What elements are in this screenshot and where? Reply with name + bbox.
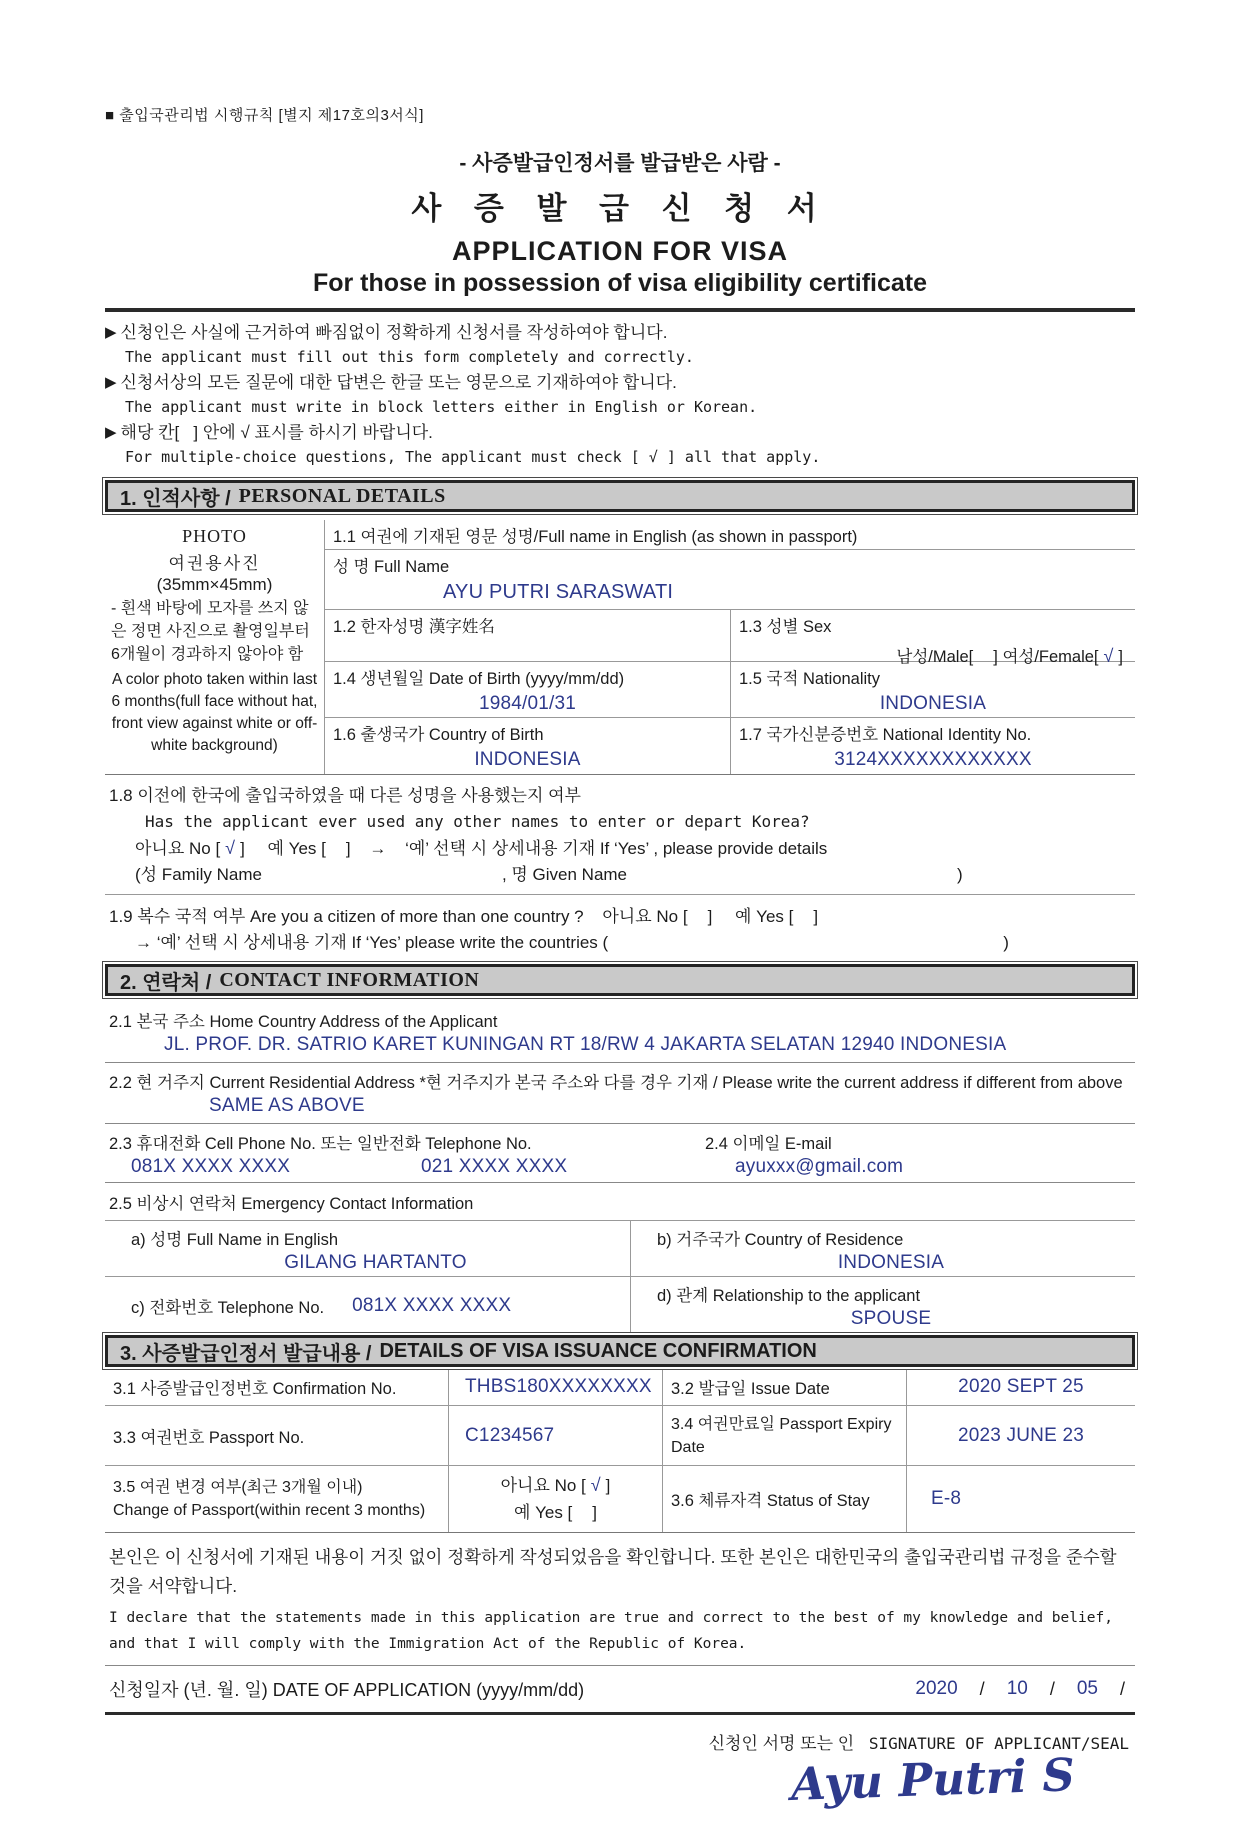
- female-option: 여성/Female[: [1002, 648, 1099, 666]
- field-1-4-value: 1984/01/31: [478, 693, 577, 714]
- doc-reference-text: 출입국관리법 시행규칙 [별지 제17호의3서식]: [119, 107, 424, 124]
- section3-title-korean: 3. 사증발급인정서 발급내용 /: [120, 1342, 372, 1365]
- emergency-phone-value: 081X XXXX XXXX: [352, 1294, 512, 1316]
- field-2-4-label: 2.4 이메일 E-mail: [705, 1135, 832, 1153]
- phone-values: [109, 1156, 705, 1178]
- instruction-korean: 해당 칸[ ] 안에 √ 표시를 하시기 바랍니다.: [120, 423, 433, 442]
- field-1-8-korean: 1.8 이전에 한국에 출입국하였을 때 다른 성명을 사용했는지 여부: [109, 786, 581, 805]
- yes-option: 예 Yes [: [513, 1503, 573, 1522]
- yes-checkbox: [572, 1502, 592, 1522]
- photo-title: PHOTO: [182, 526, 247, 546]
- yes-option-close: ]: [345, 839, 351, 858]
- emergency-country: [630, 1221, 1135, 1277]
- yes-option-close: ]: [592, 1503, 598, 1522]
- field-1-6: [325, 718, 730, 774]
- field-3-2-label-cell: [662, 1369, 906, 1406]
- date-separator: /: [1119, 1678, 1125, 1699]
- triangle-bullet-icon: ▶: [105, 374, 117, 391]
- section1-title-korean: 1. 인적사항 /: [120, 487, 231, 510]
- signature-label-english: SIGNATURE OF APPLICANT/SEAL: [868, 1734, 1129, 1753]
- instruction-english: The applicant must write in block letters either in English or Korean.: [125, 398, 758, 416]
- date-of-application-label: 신청일자 (년. 월. 일) DATE OF APPLICATION (yyyy/mm/dd): [109, 1680, 585, 1700]
- field-3-3-value-cell: [448, 1406, 662, 1466]
- change-passport-yes: [457, 1499, 654, 1526]
- male-option: 남성/Male[: [896, 648, 974, 666]
- status-of-stay-value: E-8: [931, 1488, 962, 1509]
- emergency-country-label: b) 거주국가 Country of Residence: [657, 1231, 904, 1249]
- cell-phone-value: 081X XXXX XXXX: [131, 1156, 291, 1177]
- field-1-9-label: 1.9 복수 국적 여부 Are you a citizen of more than one country ?: [109, 907, 584, 926]
- section2-header: [105, 964, 1135, 996]
- signature-label: [105, 1729, 1135, 1754]
- field-2-3-2-4-row: [105, 1124, 1135, 1183]
- change-passport-no: [457, 1472, 654, 1499]
- section2-title-korean: 2. 연락처 /: [120, 971, 212, 994]
- field-1-2: [325, 610, 730, 662]
- telephone-value: 021 XXXX XXXX: [421, 1156, 568, 1177]
- field-3-6-label: 3.6 체류자격 Status of Stay: [671, 1492, 870, 1510]
- emergency-name-value: GILANG HARTANTO: [284, 1252, 467, 1273]
- field-full-name: [325, 550, 1135, 610]
- no-option-close: ]: [240, 839, 245, 858]
- signature-label-korean: 신청인 서명 또는 인: [708, 1734, 855, 1753]
- declaration-english: I declare that the statements made in this application are true and correct to the best of my knowledge and belief, and that I will comply with the Immigration Act of the Republic of Korea.: [109, 1610, 1113, 1652]
- no-option-close: ]: [605, 1476, 611, 1495]
- field-3-1-value-cell: [448, 1369, 662, 1406]
- field-2-3: [105, 1124, 705, 1182]
- photo-note-korean: - 흰색 바탕에 모자를 쓰지 않은 정면 사진으로 촬영일부터 6개월이 경과하지 않아야 함: [111, 600, 310, 663]
- instruction-item: [105, 420, 1135, 445]
- field-3-1-label: 3.1 사증발급인정번호 Confirmation No.: [113, 1380, 397, 1398]
- field-1-7: [730, 718, 1135, 774]
- field-1-4-label: 1.4 생년월일 Date of Birth (yyyy/mm/dd): [333, 670, 625, 688]
- close-paren: ): [957, 865, 963, 884]
- yes-checkbox: [326, 838, 346, 858]
- date-of-application-row: [105, 1665, 1135, 1712]
- field-1-8-answer: [109, 835, 1131, 862]
- field-3-4-label: 3.4 여권만료일 Passport Expiry Date: [671, 1415, 892, 1456]
- field-3-3-label: 3.3 여권번호 Passport No.: [113, 1428, 305, 1447]
- female-checkbox-checked: √: [1098, 646, 1119, 666]
- emergency-name: [105, 1221, 630, 1277]
- field-1-7-label: 1.7 국가신분증번호 National Identity No.: [739, 726, 1032, 744]
- square-bullet-icon: ■: [105, 107, 115, 124]
- no-option: 아니요 No [: [135, 839, 221, 858]
- field-3-1-label-cell: [105, 1369, 448, 1406]
- male-option-close: ]: [993, 648, 998, 666]
- footer-divider: [105, 1712, 1135, 1715]
- issue-date-value: 2020 SEPT 25: [958, 1376, 1084, 1397]
- date-separator: /: [1049, 1678, 1055, 1699]
- family-name-label: (성 Family Name: [135, 865, 262, 884]
- emergency-country-value: INDONESIA: [837, 1252, 945, 1273]
- triangle-bullet-icon: ▶: [105, 324, 117, 341]
- form-title-english: APPLICATION FOR VISA: [451, 236, 788, 266]
- doc-reference: [105, 104, 1135, 125]
- declaration-korean: 본인은 이 신청서에 기재된 내용이 거짓 없이 정확하게 작성되었음을 확인합니다. 또한 본인은 대한민국의 출입국관리법 규정을 준수할 것을 서약합니다.: [109, 1547, 1117, 1596]
- emergency-phone: [105, 1277, 630, 1333]
- instruction-korean: 신청인은 사실에 근거하여 빠짐없이 정확하게 신청서를 작성하여야 합니다.: [120, 323, 668, 342]
- field-1-2-label: 1.2 한자성명 漢字姓名: [333, 618, 495, 636]
- confirmation-no-value: THBS180XXXXXXXX: [465, 1376, 652, 1397]
- passport-no-value: C1234567: [465, 1424, 555, 1446]
- section1-header: [105, 480, 1135, 512]
- triangle-bullet-icon: ▶: [105, 424, 117, 441]
- field-1-1-label: 1.1 여권에 기재된 영문 성명/Full name in English (as shown in passport): [325, 520, 1135, 550]
- field-3-3-label-cell: [105, 1406, 448, 1466]
- section3-header: [105, 1335, 1135, 1367]
- field-1-3-label: 1.3 성별 Sex: [739, 618, 832, 636]
- field-2-1-label: 2.1 본국 주소 Home Country Address of the Applicant: [109, 1013, 498, 1031]
- field-2-4: [705, 1124, 1135, 1182]
- field-1-8-detail: ‘예’ 선택 시 상세내용 기재 If ‘Yes’ , please provide details: [405, 839, 828, 858]
- field-3-4-label-cell: [662, 1406, 906, 1466]
- field-1-7-value: 3124XXXXXXXXXXXX: [834, 749, 1032, 770]
- field-1-9-detail-line: [109, 930, 1131, 956]
- field-1-8-names-line: [109, 862, 1131, 888]
- section1-title-english: PERSONAL DETAILS: [238, 484, 446, 507]
- emergency-relationship: [630, 1277, 1135, 1333]
- title-divider: [105, 308, 1135, 312]
- field-3-5-value-cell: [448, 1466, 662, 1532]
- full-name-value: AYU PUTRI SARASWATI: [443, 581, 674, 603]
- instruction-english: The applicant must fill out this form completely and correctly.: [125, 348, 694, 366]
- field-1-3: [730, 610, 1135, 666]
- field-3-5-label-english: Change of Passport(within recent 3 months): [113, 1502, 426, 1519]
- instruction-item: [105, 320, 1135, 345]
- yes-option-close: ]: [813, 907, 819, 926]
- form-title-korean: 사 증 발 급 신 청 서: [411, 191, 829, 226]
- visa-issuance-table: [105, 1369, 1135, 1533]
- photo-note-english: A color photo taken within last 6 months(full face without hat, front view against white or off-white background): [111, 671, 318, 754]
- emergency-contact-table: [105, 1220, 1135, 1333]
- section3-title-english: DETAILS OF VISA ISSUANCE CONFIRMATION: [379, 1339, 817, 1362]
- full-name-label: 성 명 Full Name: [333, 558, 450, 576]
- field-2-5-label: 2.5 비상시 연락처 Emergency Contact Information: [109, 1195, 474, 1213]
- close-paren: ): [1003, 933, 1009, 952]
- field-2-2: [105, 1063, 1135, 1124]
- no-checkbox: [688, 906, 708, 926]
- field-3-6-label-cell: [662, 1466, 906, 1532]
- field-2-3-label: 2.3 휴대전화 Cell Phone No. 또는 일반전화 Telephone No.: [109, 1135, 532, 1153]
- instructions-block: [105, 320, 1135, 470]
- field-2-1: [105, 1002, 1135, 1063]
- field-1-9: [105, 894, 1135, 962]
- emergency-phone-label: c) 전화번호 Telephone No.: [131, 1298, 325, 1317]
- field-1-5: [730, 662, 1135, 718]
- female-option-close: ]: [1118, 648, 1123, 666]
- field-1-5-label: 1.5 국적 Nationality: [739, 670, 881, 688]
- field-1-6-label: 1.6 출생국가 Country of Birth: [333, 726, 544, 744]
- declaration-block: [105, 1533, 1135, 1665]
- no-option: 아니요 No [: [500, 1476, 586, 1495]
- yes-checkbox: [793, 906, 813, 926]
- date-separator: /: [979, 1678, 985, 1699]
- no-option: 아니요 No [: [602, 907, 688, 926]
- personal-details-table: [105, 520, 1135, 775]
- field-1-8: [105, 775, 1135, 894]
- field-1-5-value: INDONESIA: [879, 693, 987, 714]
- application-year-value: 2020: [915, 1678, 958, 1699]
- application-day-value: 05: [1076, 1678, 1098, 1699]
- yes-option: 예 Yes [: [267, 839, 326, 858]
- field-1-4: [325, 662, 730, 718]
- given-name-label: , 명 Given Name: [501, 865, 628, 884]
- field-3-2-label: 3.2 발급일 Issue Date: [671, 1380, 830, 1398]
- field-3-5-label-cell: [105, 1466, 448, 1532]
- form-subtitle-korean: - 사증발급인정서를 발급받은 사람 -: [459, 152, 781, 175]
- field-1-6-value: INDONESIA: [474, 749, 581, 770]
- field-3-2-value-cell: [906, 1369, 1135, 1406]
- instruction-item: [105, 370, 1135, 395]
- emergency-relationship-label: d) 관계 Relationship to the applicant: [657, 1287, 921, 1305]
- instruction-english: For multiple-choice questions, The applicant must check [ √ ] all that apply.: [125, 448, 821, 466]
- emergency-name-label: a) 성명 Full Name in English: [131, 1231, 339, 1249]
- field-2-2-value: SAME AS ABOVE: [209, 1095, 365, 1116]
- field-1-9-detail: → ‘예’ 선택 시 상세내용 기재 If ‘Yes’ please write the countries (: [135, 933, 609, 952]
- field-3-5-label-korean: 3.5 여권 변경 여부(최근 3개월 이내): [113, 1479, 363, 1496]
- field-2-1-value: JL. PROF. DR. SATRIO KARET KUNINGAN RT 18/RW 4 JAKARTA SELATAN 12940 INDONESIA: [164, 1034, 1007, 1055]
- application-month-value: 10: [1006, 1678, 1028, 1699]
- arrow-icon: →: [369, 839, 387, 858]
- field-1-8-english: Has the applicant ever used any other names to enter or depart Korea?: [145, 812, 810, 831]
- no-checkbox-checked: √: [585, 1475, 606, 1495]
- photo-subtitle: 여권용사진: [168, 554, 261, 573]
- email-value: ayuxxx@gmail.com: [735, 1156, 904, 1177]
- instruction-korean: 신청서상의 모든 질문에 대한 답변은 한글 또는 영문으로 기재하여야 합니다.: [120, 373, 677, 392]
- passport-expiry-value: 2023 JUNE 23: [958, 1424, 1084, 1446]
- no-checkbox-checked: √: [220, 838, 241, 858]
- photo-instructions-box: [105, 520, 325, 774]
- photo-size: (35mm×45mm): [156, 575, 273, 594]
- applicant-signature: Ayu Putri S: [790, 1748, 1076, 1812]
- field-3-4-value-cell: [906, 1406, 1135, 1466]
- field-3-6-value-cell: [906, 1466, 1135, 1532]
- yes-option: 예 Yes [: [735, 907, 794, 926]
- emergency-relationship-value: SPOUSE: [850, 1308, 932, 1329]
- field-2-2-label: 2.2 현 거주지 Current Residential Address *현 거주지가 본국 주소와 다를 경우 기재 / Please write the current address if different from above: [109, 1074, 1123, 1092]
- form-subtitle-english: For those in possession of visa eligibility certificate: [312, 269, 928, 297]
- field-1-9-question: [109, 903, 1131, 930]
- no-option-close: ]: [707, 907, 713, 926]
- section2-title-english: CONTACT INFORMATION: [219, 968, 480, 991]
